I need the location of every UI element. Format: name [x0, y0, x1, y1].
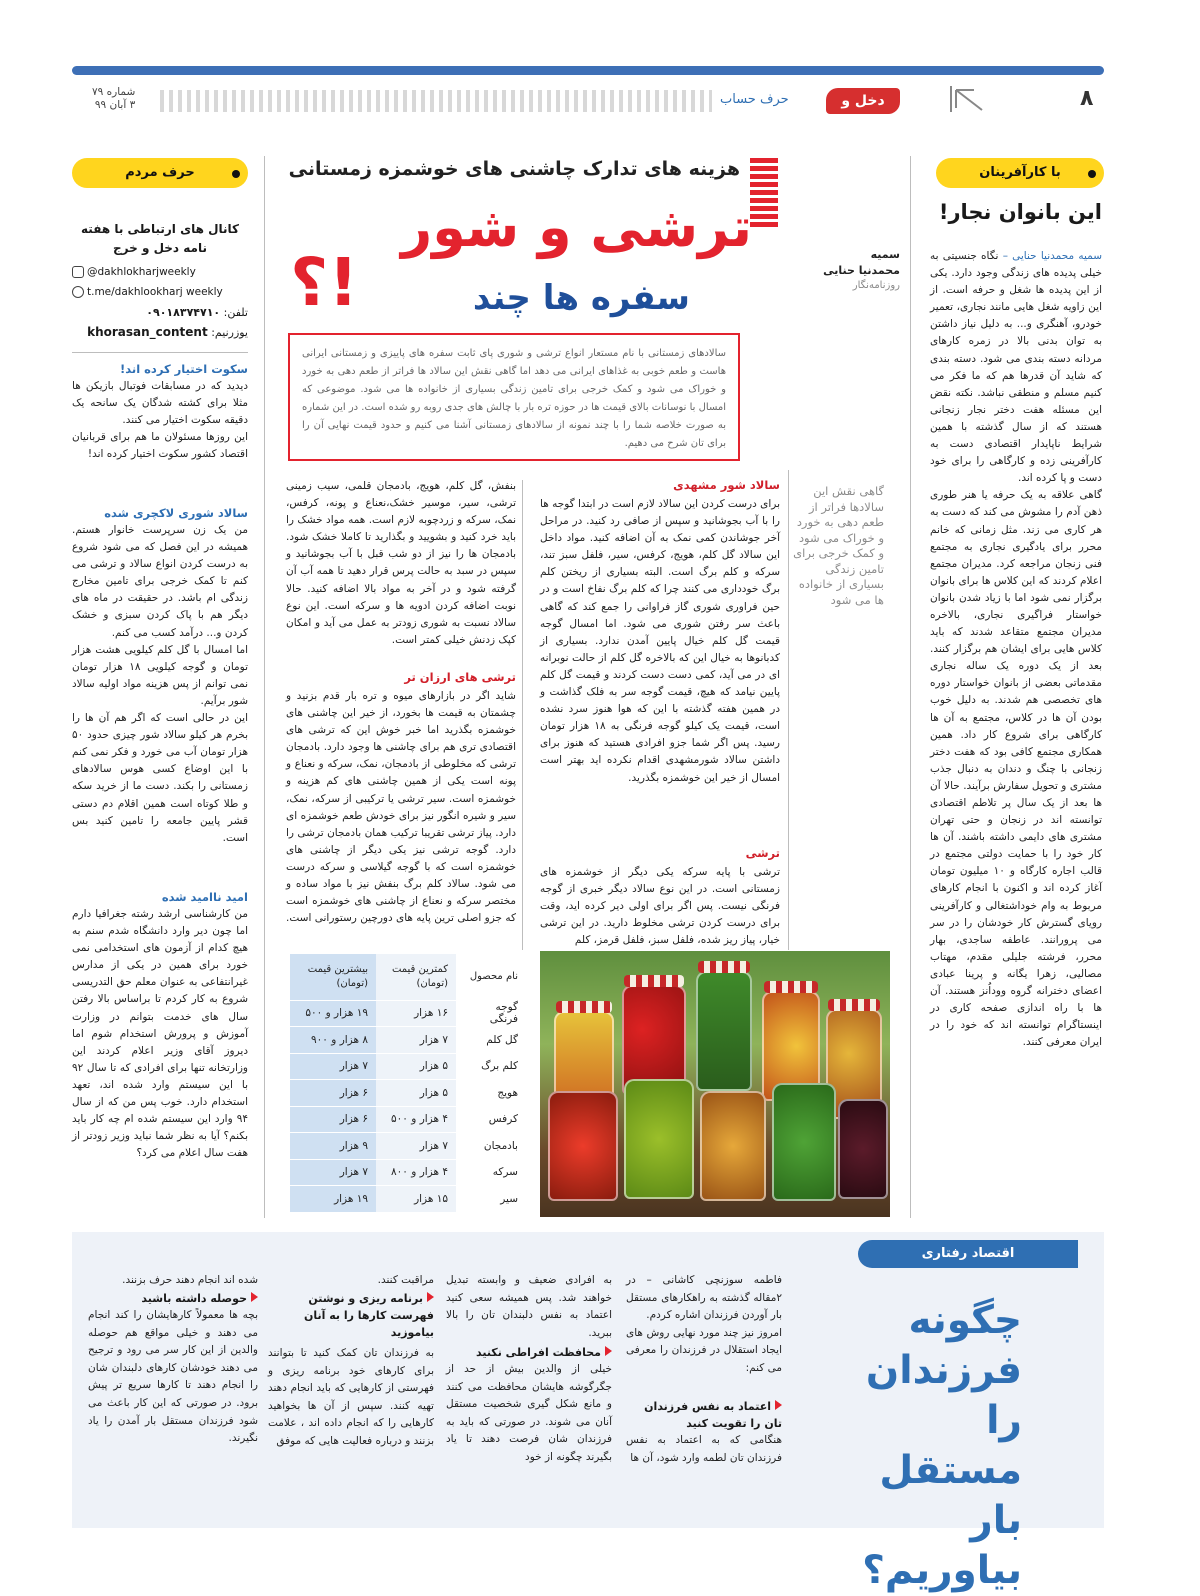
table-row: [290, 1106, 526, 1133]
table-cell: ۶ هزار: [290, 1080, 376, 1107]
letter-heading: امید ناامید شده: [161, 890, 248, 904]
issue-date: ۳ آبان ۹۹: [94, 99, 136, 111]
instagram-handle: @dakhlokharjweekly: [87, 266, 196, 278]
article-subtitle: سفره ها چند: [472, 278, 690, 318]
table-cell: ۱۵ هزار: [376, 1186, 456, 1213]
table-cell: گوجه فرنگی: [456, 1000, 526, 1027]
feature-column-3: [268, 1272, 434, 1491]
section-tag-people: حرف مردم: [72, 158, 248, 188]
bullet-triangle-icon: [427, 1292, 434, 1302]
table-cell: ۹ هزار: [290, 1133, 376, 1160]
subhead-mashhadi: سالاد شور مشهدی: [673, 478, 780, 492]
paragraph: بنفش، گل کلم، هویج، بادمجان قلمی، سیب زمینی ترشی، سیر، موسیر خشک،نعناع و پونه، کرفس، نمک، سرکه و زردچوبه لازم است. همه مواد خشک را باید خرد کنید و بشویید و بگذارید تا کاملا خشک شود. بادمجان ها را نیز از دو شب قبل با آب بجوشانید و سپس در سبد به حالت پرس قرار دهید تا همه آب آن گرفته شود و در آخر به مواد بالا اضافه کنید. حالا نوبت اضافه کردن ادویه ها و سرکه است. این نوع سالاد نسبت به شوری زودتر به عمل می آید و امکان کپک زدنش خیلی کمتر است.: [286, 480, 516, 646]
byline: سمیه محمدنیا حنایی –: [1002, 250, 1102, 262]
issue-number: شماره ۷۹: [92, 86, 136, 98]
section-tag-entrepreneurs: با کارآفرینان: [936, 158, 1104, 188]
feature-text: مراقبت کنند.: [377, 1274, 434, 1286]
table-cell: ۷ هزار: [376, 1133, 456, 1160]
table-cell: ۶ هزار: [290, 1106, 376, 1133]
column-divider: [264, 156, 265, 1218]
column-divider: [788, 470, 789, 950]
table-cell: گل کلم: [456, 1027, 526, 1054]
article-title: ترشی و شور: [401, 196, 752, 259]
bullet-triangle-icon: [775, 1400, 782, 1410]
phone-row: [72, 304, 248, 322]
author-first: سمیه: [870, 248, 900, 261]
pickle-jars-photo: [540, 951, 890, 1217]
article-column-1: [540, 478, 780, 954]
table-row: [290, 1133, 526, 1160]
table-cell: ۴ هزار و ۸۰۰: [376, 1159, 456, 1186]
table-cell: بادمجان: [456, 1133, 526, 1160]
body-text: نگاه جنسیتی به خیلی پدیده های زندگی وجود دارد. یکی از این پدیده ها شغل و حرفه است. از این زاویه شغل هایی مانند نجاری، تعمیر خودرو، آهنگری و... به دلیل نیاز داشتن به توان بدنی بالا در زمره کارهای مردانه دسته بندی می شود. دسته بندی که شاید آن قدرها هم که ما فکر می کنیم مسلم و منطقی نباشد. نکته نقض این مسئله هفت دختر نجار زنجانی هستند که از سال گذشته با همین شرایط ناپایدار اقتصادی دست به کارآفرینی زده و کارگاهی را برای خود دست و پا کرده اند. گاهی علاقه به یک حرفه یا هنر طوری ذهن آدم را مشوش می کند که دست به هر کاری می زند. مثل زمانی که خانم محرر برای یادگیری نجاری به مجتمع فنی زنجان مراجعه کرد. مدیران مجتمع اعلام کردند که این کلاس ها برای بانوان برگزار نمی شود اما با زیاد شدن بانوان خواستار فراگیری نجاری، بالاخره مدیران مجتمع متقاعد شدند که باید کلاس هایی برای ایشان هم برگزار کنند. بعد از یک دوره یک ساله نجاری مقدماتی بعضی از بانوان خواستار دوره های تخصصی هم شدند. به دلیل خوب بودن آن ها در کلاس، مجتمع به آن ها کارگاهی برای شروع کار داد. همین همکاری مجتمع کافی بود که هفت دختر زنجانی با چنگ و دندان به دنبال جذب مشتری و تحویل سفارش برآیند. حالا آن ها بعد از یک سال پر تلاطم اقتصادی توانسته اند در زنجان و حتی تهران مشتری های دایمی داشته باشند. آن ها کار خود را با حمایت دولتی مجتمع در قالب اجاره کارگاه و ۱۰ میلیون تومان آغاز کرده اند و اکنون با انجام کارهای مربوط به وام خوداشتغالی و کارآفرینی رویای گسترش کار خودشان را در سر می پرورانند. عاطفه ساجدی، بهار محرر، فرشته جلیلی مقدم، مهتاب مصالیی، زهرا یگانه و پرینا عبادی اعضای دخترانه گروه ووداُنز هستند. آن ها با راه اندازی صفحه کاری در اینستاگرام توانسته اند که خود را در ایران معرفی کنند.: [930, 250, 1102, 1049]
issue-info: [92, 86, 135, 112]
page-number: ۸: [1080, 86, 1094, 111]
divider: [72, 352, 248, 353]
feature-subhead: اعتماد به نفس فرزندان تان را تقویت کنید: [644, 1400, 782, 1430]
table-cell: سرکه: [456, 1159, 526, 1186]
header-stripes: [160, 90, 712, 112]
username: khorasan_content: [87, 325, 208, 339]
contact-block: [72, 262, 250, 302]
paragraph: ترشی با پایه سرکه یکی دیگر از خوشمزه های زمستانی است. در این نوع سالاد دیگر خبری از گوجه فرنگی نیست. پس اگر برای اولی دیر کرده اید، وقت برای درست کردن ترشی مخلوط دارید. در این ترشی خیار، پیاز ریز شده، فلفل سبز، فلفل قرمز، کلم: [540, 866, 780, 947]
letter-text: من یک زن سرپرست خانوار هستم. همیشه در این فصل که می شود شروع به درست کردن انواع سالاد و ترشی می کنم تا کمک خرجی برای تامین مخارج زندگی ام باشد. در حقیقت در ماه های دیگر هم با پاک کردن سبزی و خشک کردن و... درآمد کسب می کنم. اما امسال با گل کلم کیلویی هشت هزار تومان و گوجه کیلویی ۱۸ هزار تومان نمی توانم از پس هزینه مواد اولیه سالاد شور برآیم. این در حالی است که اگر هم آن ها را بخرم هر کیلو سالاد شور چیزی حدود ۵۰ هزار تومان آب می خورد و فکر نمی کنم با این اوضاع کسی هوس سالادهای زمستانی را بکند. دست ما از خرید سکه و طلا کوتاه است همین اقلام دم دستی قشر پایین جامعه را تامین کنید بس است.: [72, 524, 248, 844]
bullet-triangle-icon: [251, 1292, 258, 1302]
letter-heading: سالاد شوری لاکچری شده: [104, 506, 248, 520]
table-cell: ۱۶ هزار: [376, 1000, 456, 1027]
col-header: بیشترین قیمت (تومان): [290, 954, 376, 1000]
table-row: [290, 1027, 526, 1054]
author-block: [790, 248, 900, 291]
lead-box: سالادهای زمستانی با نام مستعار انواع ترشی و شوری پای ثابت سفره های پاییزی و زمستانی ایرانی هاست و طعم خوبی به غذاهای ایرانی می دهد اما گاهی نقش این سالاد ها فراتر از طعم دهی به خورد و خوراک می شود و کمک خرجی برای تامین زندگی بسیاری از خانواده ها می شود. موضوعی که امسال با نوسانات بالای قیمت ها در حوزه تره بار با چالش های جدی روبه رو شده است. در این شماره به صورت خلاصه شما را با چند نمونه از سالادهای زمستانی آشنا می کنیم و حدود قیمت نهایی آن را برای تان شرح می دهیم.: [288, 333, 740, 461]
table-cell: ۵ هزار: [376, 1053, 456, 1080]
feature-column-2: [446, 1272, 612, 1485]
letter-text: من کارشناسی ارشد رشته جغرافیا دارم اما چون دیر وارد دانشگاه شدم سنم به هیچ کدام از آزمون های استخدامی نمی خورد برای همین در یکی از مدارس غیرانتفاعی به عنوان معلم حق التدریسی شروع به کار کردم تا براساس بالا رفتن سال های خدمت بتوانم در وزارت آموزش و پرورش استخدام شوم اما دیروز آقای وزیر اعلام کردند این وزارتخانه تنها برای افرادی که تا سال ۹۲ با این سیستم وارد شده اند، تعهد استخدام دارد. خوب پس من که از سال ۹۴ وارد این سیستم شده ام چه کار باید بکنم؟ آیا به نظر شما نباید وزیر زودتر از هفت سال اعلام می کرد؟: [72, 908, 248, 1160]
phone-label: تلفن:: [223, 306, 248, 319]
letters-column: [72, 362, 248, 1206]
table-cell: ۵ هزار: [376, 1080, 456, 1107]
feature-text: شده اند انجام دهند حرف بزنند.: [122, 1274, 258, 1286]
table-cell: سیر: [456, 1186, 526, 1213]
pull-quote: گاهی نقش این سالادها فراتر از طعم دهی به خورد و خوراک می شود و کمک خرجی برای تامین زندگی بسیاری از خانواده ها می شود: [793, 484, 884, 607]
table-header-row: [290, 954, 526, 1000]
column-divider: [522, 480, 523, 950]
feature-text: فاطمه سوزنچی کاشانی – در ۲مقاله گذشته به راهکارهای مستقل بار آوردن فرزندان اشاره کردم. امروز نیز چند مورد نهایی روش های ایجاد استقلال در فرزندان را معرفی می کنم:: [626, 1274, 782, 1374]
table-cell: کرفس: [456, 1106, 526, 1133]
telegram-link: t.me/dakhlookharj weekly: [87, 286, 223, 298]
instagram-row[interactable]: [72, 262, 250, 282]
feature-column-4: [88, 1272, 258, 1483]
feature-subhead: حوصله داشته باشید: [141, 1292, 247, 1305]
table-cell: ۴ هزار و ۵۰۰: [376, 1106, 456, 1133]
col-header: کمترین قیمت (تومان): [376, 954, 456, 1000]
column-divider: [910, 156, 911, 1218]
col-header: نام محصول: [456, 954, 526, 1000]
letter-heading: سکوت اختیار کرده اند!: [119, 362, 248, 376]
title-red-stripes: [750, 158, 778, 230]
table-cell: ۱۹ هزار: [290, 1186, 376, 1213]
channels-title: کانال های ارتباطی با هفته نامه دخل و خرج: [81, 222, 239, 255]
table-cell: هویج: [456, 1080, 526, 1107]
table-cell: ۷ هزار: [376, 1027, 456, 1054]
table-cell: ۷ هزار: [290, 1053, 376, 1080]
feature-column-1: [626, 1272, 782, 1486]
table-cell: ۱۹ هزار و ۵۰۰: [290, 1000, 376, 1027]
subhead-cheaper: ترشی های ارزان تر: [404, 670, 516, 684]
instagram-icon: [72, 266, 84, 278]
username-row: [72, 322, 248, 343]
telegram-row[interactable]: [72, 282, 250, 302]
feature-text: بچه ها معمولاً کارهایشان را کند انجام می دهند و خیلی مواقع هم حوصله والدین از این کار سر می رود و ترجیح می دهند خودشان کارهای دلبندان شان را انجام دهند تا کارها سریع تر پیش برود. در صورتی که این کار باعث می شود فرزندان مستقل بار آمدن را یاد نگیرند.: [88, 1309, 258, 1445]
corner-arrow-icon: [950, 86, 990, 112]
section-tag-behavioral: اقتصاد رفتاری: [858, 1240, 1078, 1268]
top-accent-bar: [72, 66, 1104, 75]
feature-text: خیلی از والدین بیش از حد از جگرگوشه هایشان محافظت می کنند و مانع شکل گیری شخصیت مستقل آنان می شوند. در صورتی که باید به فرزندان شان فرصت دهند تا یاد بگیرند چگونه از خود: [446, 1363, 612, 1463]
feature-subhead: محافظت افراطی نکنید: [475, 1346, 601, 1359]
table-row: [290, 1000, 526, 1027]
table-row: [290, 1186, 526, 1213]
table-cell: ۸ هزار و ۹۰۰: [290, 1027, 376, 1054]
section-name: حرف حساب: [720, 92, 789, 107]
letter-text: دیدید که در مسابقات فوتبال بازیکن ها مثلا برای کشته شدگان یک سانحه یک دقیقه سکوت اختیار می کنند. این روزها مسئولان ما هم برای قربانیان اقتصاد کشور سکوت اختیار کرده اند!: [72, 380, 248, 461]
article-column-2: [286, 478, 516, 928]
table-cell: کلم برگ: [456, 1053, 526, 1080]
feature-title: چگونه فرزندان را مستقل بار بیاوریم؟: [862, 1298, 1022, 1593]
article-body: [930, 248, 1102, 1166]
feature-subhead: برنامه ریزی و نوشتن فهرست کارها را به آنان بیاموزید: [303, 1292, 434, 1339]
table-row: [290, 1080, 526, 1107]
phone-number: ۰۹۰۱۸۳۷۴۷۱۰: [146, 306, 221, 319]
table-cell: ۷ هزار: [290, 1159, 376, 1186]
author-role: روزنامه‌نگار: [852, 280, 900, 291]
author-name: محمدنیا حنایی: [823, 264, 900, 277]
username-label: یوزرنیم:: [211, 326, 248, 339]
telegram-icon: [72, 286, 84, 298]
feature-text: به فرزندان تان کمک کنید تا بتوانند برای کارهای خود برنامه ریزی و فهرستی از کارهایی که باید انجام دهند تهیه کنند. سپس از آن ها بخواهید کارهایی را که انجام داده اند ، علامت بزنند و درباره فعالیت هایی که موفق: [268, 1347, 434, 1447]
paragraph: شاید اگر در بازارهای میوه و تره بار قدم بزنید و چشمتان به قیمت ها بخورد، از خیر این چاشنی های خوشمزه بگذرید اما خبر خوش این که ترشی های اقتصادی تری هم برای چاشنی ها وجود دارد. بادمجان ترشی که مخلوطی از بادمجان، نمک، سرکه و نعناع و پونه است یکی از همین چاشنی های کم هزینه و خوشمزه است. سیر ترشی یا ترکیبی از سرکه، نمک، سیر و شیره انگور نیز برای خودش طعم خوشمزه ای دارد. پیاز ترشی تقریبا ترکیب همان بادمجان ترشی را دارد. گوجه ترشی نیز یکی دیگر از چاشنی های خوشمزه است که با گوجه گیلاسی و سرکه درست می شود. سالاد کلم برگ بنفش نیز با مواد ساده و مختصر سرکه و نعناع از چاشنی های خوشمزه است که جزو اصلی ترین پایه های دورچین رستورانی است.: [286, 690, 516, 925]
subhead-torshi: ترشی: [745, 846, 780, 860]
price-table: [290, 954, 526, 1213]
feature-text: هنگامی که به اعتماد به نفس فرزندان تان لطمه وارد شود، آن ها: [626, 1434, 782, 1464]
feature-text: به افرادی ضعیف و وابسته تبدیل خواهند شد. پس همیشه سعی کنید اعتماد به نفس دلبندان تان را بالا ببرید.: [446, 1274, 612, 1339]
paragraph: برای درست کردن این سالاد لازم است در ابتدا گوجه ها را با آب بجوشانید و سپس از صافی رد کنید. در مراحل آخر جوشاندن کمی نمک به آن اضافه کنید. مواد داخل این سالاد گل کلم، هویج، کرفس، سیر، فلفل سبز تند، سرکه و کلم برگ است. البته بسیاری از ریختن کلم برگ خودداری می کنند چرا که کلم برگ نفاخ است و در حین فراوری شوری گاز فراوانی را جمع کند که گاهی باعث سر رفتن شوری می شود. اما امسال گوجه قیمت گل کلم خیال پایین آمدن ندارد. بسیاری از کدبانوها به خیال این که بالاخره گل کلم از حالت نوبرانه ای در می آید، کمی دست دست کردند و قیمت گل کلم پایین نیامد که هیچ، قیمت گوجه سر به فلک گذاشت و در همین هفته گذشته با این که هوا هنوز سرد نشده است، قیمت یک کیلو گوجه فرنگی به ۱۸ هزار تومان رسید. پس اگر شما جزو افرادی هستید که هنوز برای داشتن سالاد شورمشهدی اقدام نکرده اید بهتر است امسال از خیر این خوشمزه بگذرید.: [540, 498, 780, 784]
title-exclaim-mark: ؟!: [290, 244, 359, 321]
table-row: [290, 1053, 526, 1080]
bullet-triangle-icon: [605, 1346, 612, 1356]
article-kicker: هزینه های تدارک چاشنی های خوشمزه زمستانی: [288, 158, 740, 180]
magazine-logo: دخل و خرج: [826, 88, 900, 114]
table-row: [290, 1159, 526, 1186]
article-title: این بانوان نجار!: [938, 200, 1102, 224]
